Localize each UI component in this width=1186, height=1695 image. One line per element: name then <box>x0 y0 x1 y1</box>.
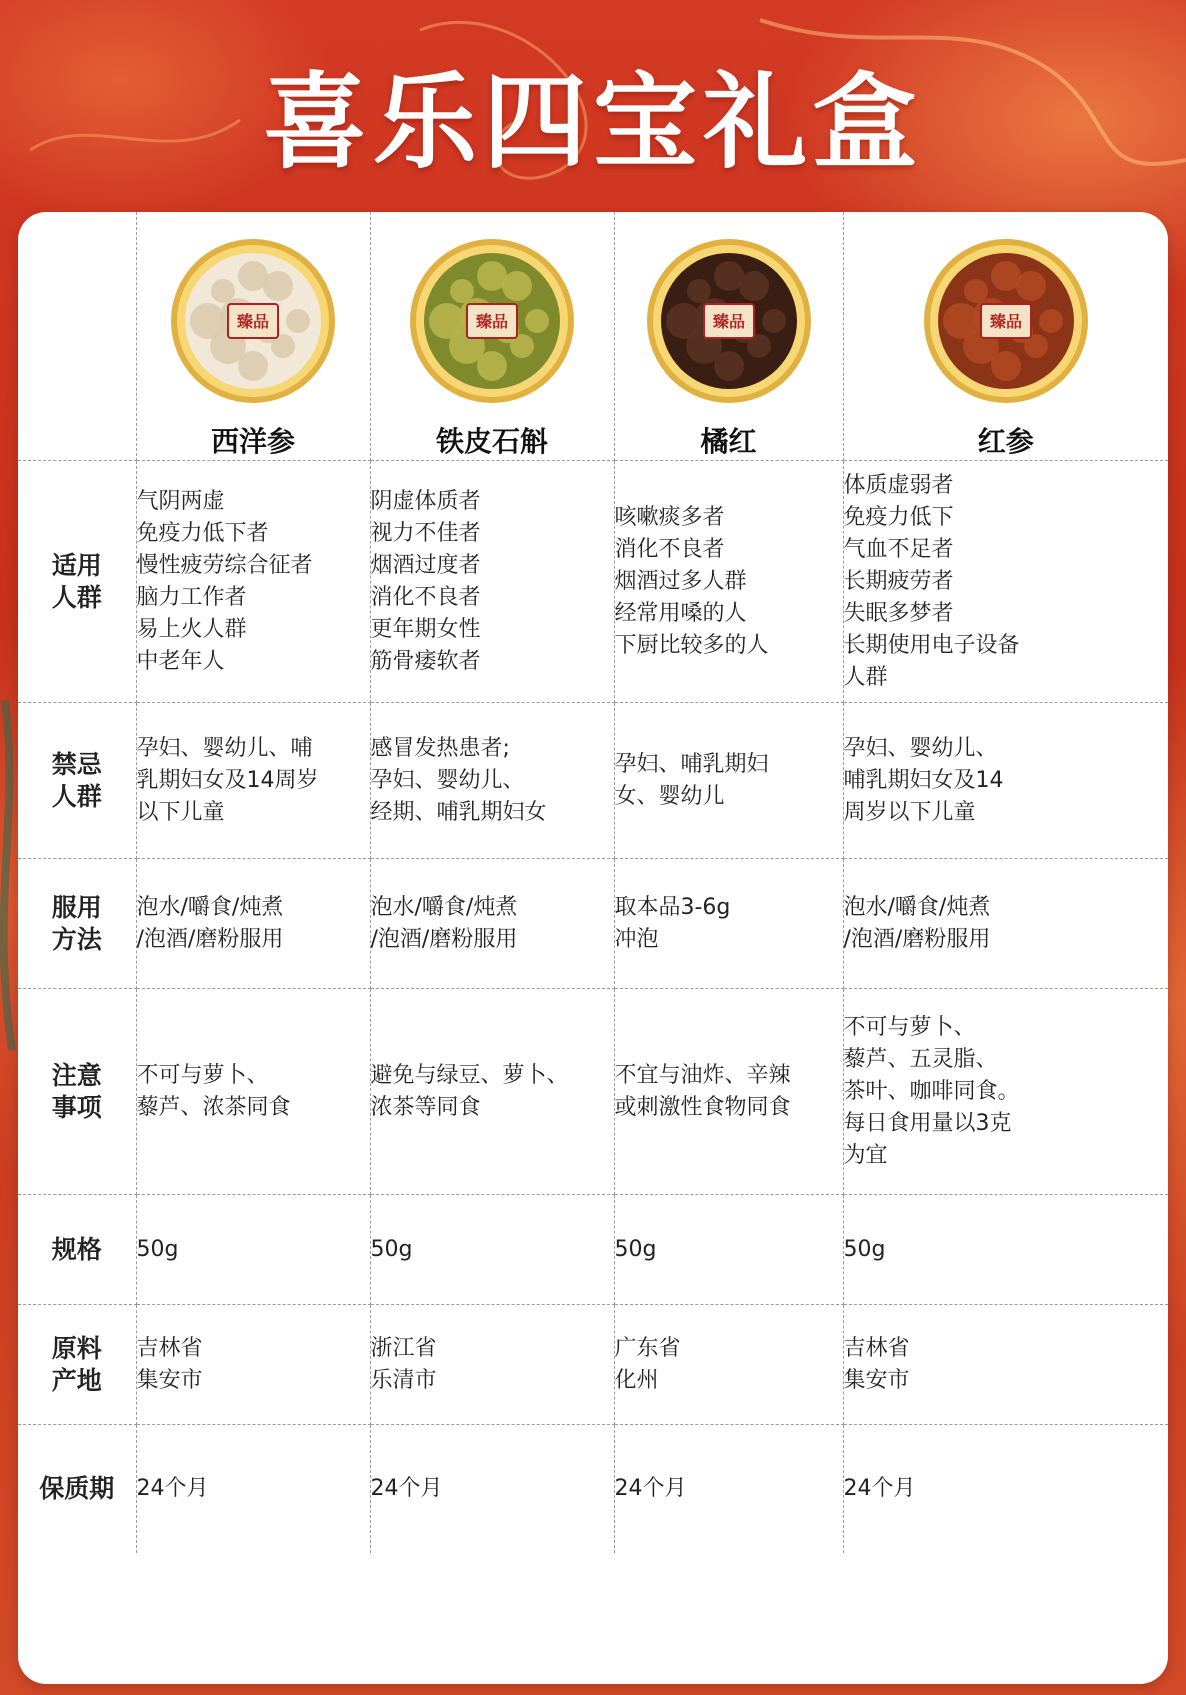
cell-line: 泡水/嚼食/炖煮 <box>843 894 991 920</box>
table-cell <box>843 1305 1168 1425</box>
row-label <box>18 1425 136 1553</box>
table-cell <box>370 703 614 859</box>
table-cell <box>136 703 370 859</box>
cell-line: 藜芦、浓茶同食 <box>136 1094 291 1120</box>
table-cell <box>370 1305 614 1425</box>
cell-line: 孕妇、婴幼儿、 <box>370 767 525 793</box>
cell-line: 为宜 <box>843 1142 888 1168</box>
jar-badge-text: 臻品 <box>475 312 509 331</box>
product-column-header <box>370 212 614 461</box>
table-row <box>18 1195 1168 1305</box>
product-name: 橘红 <box>700 425 757 458</box>
cell-line: 免疫力低下者 <box>136 520 269 546</box>
cell-line: 24个月 <box>843 1475 916 1501</box>
product-column-header <box>136 212 370 461</box>
cell-line: 下厨比较多的人 <box>614 632 769 658</box>
row-label-line: 人群 <box>51 582 102 612</box>
table-cell <box>136 1305 370 1425</box>
cell-line: 筋骨痿软者 <box>370 648 481 674</box>
cell-line: 或刺激性食物同食 <box>614 1094 791 1120</box>
product-name: 红参 <box>977 425 1034 458</box>
row-label-line: 禁忌 <box>51 749 102 779</box>
cell-line: 孕妇、哺乳期妇 <box>614 751 769 777</box>
cell-line: 不宜与油炸、辛辣 <box>614 1062 791 1088</box>
cell-line: /泡酒/磨粉服用 <box>843 926 991 952</box>
cell-line: 50g <box>614 1236 657 1262</box>
cell-line: 24个月 <box>614 1475 687 1501</box>
cell-line: 视力不佳者 <box>370 520 481 546</box>
table-cell <box>370 1425 614 1553</box>
table-cell <box>843 859 1168 989</box>
cell-line: 消化不良者 <box>370 584 481 610</box>
table-row <box>18 1305 1168 1425</box>
row-label-line: 人群 <box>51 781 102 811</box>
cell-line: 广东省 <box>614 1335 681 1361</box>
cell-line: 吉林省 <box>136 1335 203 1361</box>
row-label <box>18 703 136 859</box>
cell-line: 经常用嗓的人 <box>614 600 747 626</box>
cell-line: 浓茶等同食 <box>370 1094 481 1120</box>
table-cell <box>370 1195 614 1305</box>
page-title: 喜乐四宝礼盒 <box>262 60 923 183</box>
cell-line: 50g <box>136 1236 179 1262</box>
row-label-line: 产地 <box>51 1365 102 1395</box>
table-cell <box>370 461 614 703</box>
jar-badge-text: 臻品 <box>712 312 745 331</box>
jar-badge-text: 臻品 <box>989 312 1022 331</box>
table-cell <box>614 989 843 1195</box>
table-cell <box>843 703 1168 859</box>
row-label <box>18 1305 136 1425</box>
table-cell <box>614 703 843 859</box>
product-name: 西洋参 <box>210 425 295 458</box>
row-label-line: 注意 <box>51 1060 102 1090</box>
table-cell <box>136 1425 370 1553</box>
cell-line: 孕妇、婴幼儿、 <box>843 735 998 761</box>
cell-line: 吉林省 <box>843 1335 910 1361</box>
comparison-card <box>18 212 1168 1684</box>
cell-line: 气血不足者 <box>843 536 954 562</box>
cell-line: 烟酒过度者 <box>370 552 481 578</box>
table-cell <box>614 1195 843 1305</box>
product-column-header <box>614 212 843 461</box>
table-cell <box>136 989 370 1195</box>
table-cell <box>614 1305 843 1425</box>
cell-line: /泡酒/磨粉服用 <box>136 926 284 952</box>
cell-line: 咳嗽痰多者 <box>614 504 725 530</box>
row-label <box>18 989 136 1195</box>
product-jar-image <box>407 236 577 406</box>
table-row <box>18 461 1168 703</box>
cell-line: 烟酒过多人群 <box>614 568 747 594</box>
cell-line: 取本品3-6g <box>614 894 731 920</box>
row-label <box>18 461 136 703</box>
table-row <box>18 1425 1168 1553</box>
table-cell <box>843 461 1168 703</box>
comparison-table <box>18 212 1168 1553</box>
jar-badge-text: 臻品 <box>236 312 270 331</box>
cell-line: 感冒发热患者; <box>370 735 510 761</box>
table-cell <box>843 989 1168 1195</box>
cell-line: 消化不良者 <box>614 536 725 562</box>
cell-line: 50g <box>843 1236 886 1262</box>
table-cell <box>843 1425 1168 1553</box>
row-label <box>18 859 136 989</box>
table-cell <box>136 461 370 703</box>
table-cell <box>370 859 614 989</box>
row-label-line: 规格 <box>51 1234 102 1264</box>
cell-line: 50g <box>370 1236 413 1262</box>
table-cell <box>614 461 843 703</box>
cell-line: 冲泡 <box>614 926 659 952</box>
cell-line: 避免与绿豆、萝卜、 <box>370 1062 569 1088</box>
row-label <box>18 1195 136 1305</box>
cell-line: 茶叶、咖啡同食。 <box>843 1078 1020 1104</box>
cell-line: 孕妇、婴幼儿、哺 <box>136 735 313 761</box>
cell-line: 乐清市 <box>370 1367 437 1393</box>
cell-line: /泡酒/磨粉服用 <box>370 926 518 952</box>
product-jar-image <box>921 236 1091 406</box>
table-cell <box>614 859 843 989</box>
cell-line: 化州 <box>614 1367 659 1393</box>
cell-line: 气阴两虚 <box>136 488 225 514</box>
table-row <box>18 703 1168 859</box>
table-row <box>18 989 1168 1195</box>
product-jar-image <box>168 236 338 406</box>
cell-line: 24个月 <box>136 1475 209 1501</box>
cell-line: 集安市 <box>843 1367 910 1393</box>
cell-line: 免疫力低下 <box>843 504 954 530</box>
cell-line: 中老年人 <box>136 648 225 674</box>
row-label-line: 保质期 <box>39 1473 115 1503</box>
cell-line: 阴虚体质者 <box>370 488 481 514</box>
product-jar-image <box>644 236 814 406</box>
cell-line: 乳期妇女及14周岁 <box>136 767 319 793</box>
cell-line: 每日食用量以3克 <box>843 1110 1012 1136</box>
cell-line: 人群 <box>843 664 888 690</box>
row-label-line: 适用 <box>51 550 102 580</box>
cell-line: 慢性疲劳综合征者 <box>136 552 313 578</box>
cell-line: 长期使用电子设备 <box>843 632 1020 658</box>
cell-line: 泡水/嚼食/炖煮 <box>136 894 284 920</box>
cell-line: 长期疲劳者 <box>843 568 954 594</box>
cell-line: 失眠多梦者 <box>843 600 954 626</box>
cell-line: 更年期女性 <box>370 616 481 642</box>
table-row <box>18 859 1168 989</box>
cell-line: 藜芦、五灵脂、 <box>843 1046 998 1072</box>
table-cell <box>136 859 370 989</box>
cell-line: 哺乳期妇女及14 <box>843 767 1004 793</box>
cell-line: 泡水/嚼食/炖煮 <box>370 894 518 920</box>
product-header-row <box>18 212 1168 461</box>
table-cell <box>843 1195 1168 1305</box>
product-name: 铁皮石斛 <box>435 425 548 458</box>
cell-line: 不可与萝卜、 <box>843 1014 976 1040</box>
cell-line: 以下儿童 <box>136 799 225 825</box>
product-column-header <box>843 212 1168 461</box>
cell-line: 经期、哺乳期妇女 <box>370 799 547 825</box>
cell-line: 24个月 <box>370 1475 443 1501</box>
row-label-line: 方法 <box>51 924 102 954</box>
cell-line: 浙江省 <box>370 1335 437 1361</box>
cell-line: 体质虚弱者 <box>843 472 954 498</box>
cell-line: 不可与萝卜、 <box>136 1062 269 1088</box>
row-label-line: 事项 <box>51 1092 102 1122</box>
table-cell <box>136 1195 370 1305</box>
row-label-line: 服用 <box>51 892 102 922</box>
cell-line: 女、婴幼儿 <box>614 783 725 809</box>
cell-line: 易上火人群 <box>136 616 247 642</box>
corner-cell <box>18 212 136 461</box>
cell-line: 脑力工作者 <box>136 584 247 610</box>
cell-line: 周岁以下儿童 <box>843 799 976 825</box>
table-cell <box>614 1425 843 1553</box>
row-label-line: 原料 <box>51 1333 102 1363</box>
table-cell <box>370 989 614 1195</box>
cell-line: 集安市 <box>136 1367 203 1393</box>
